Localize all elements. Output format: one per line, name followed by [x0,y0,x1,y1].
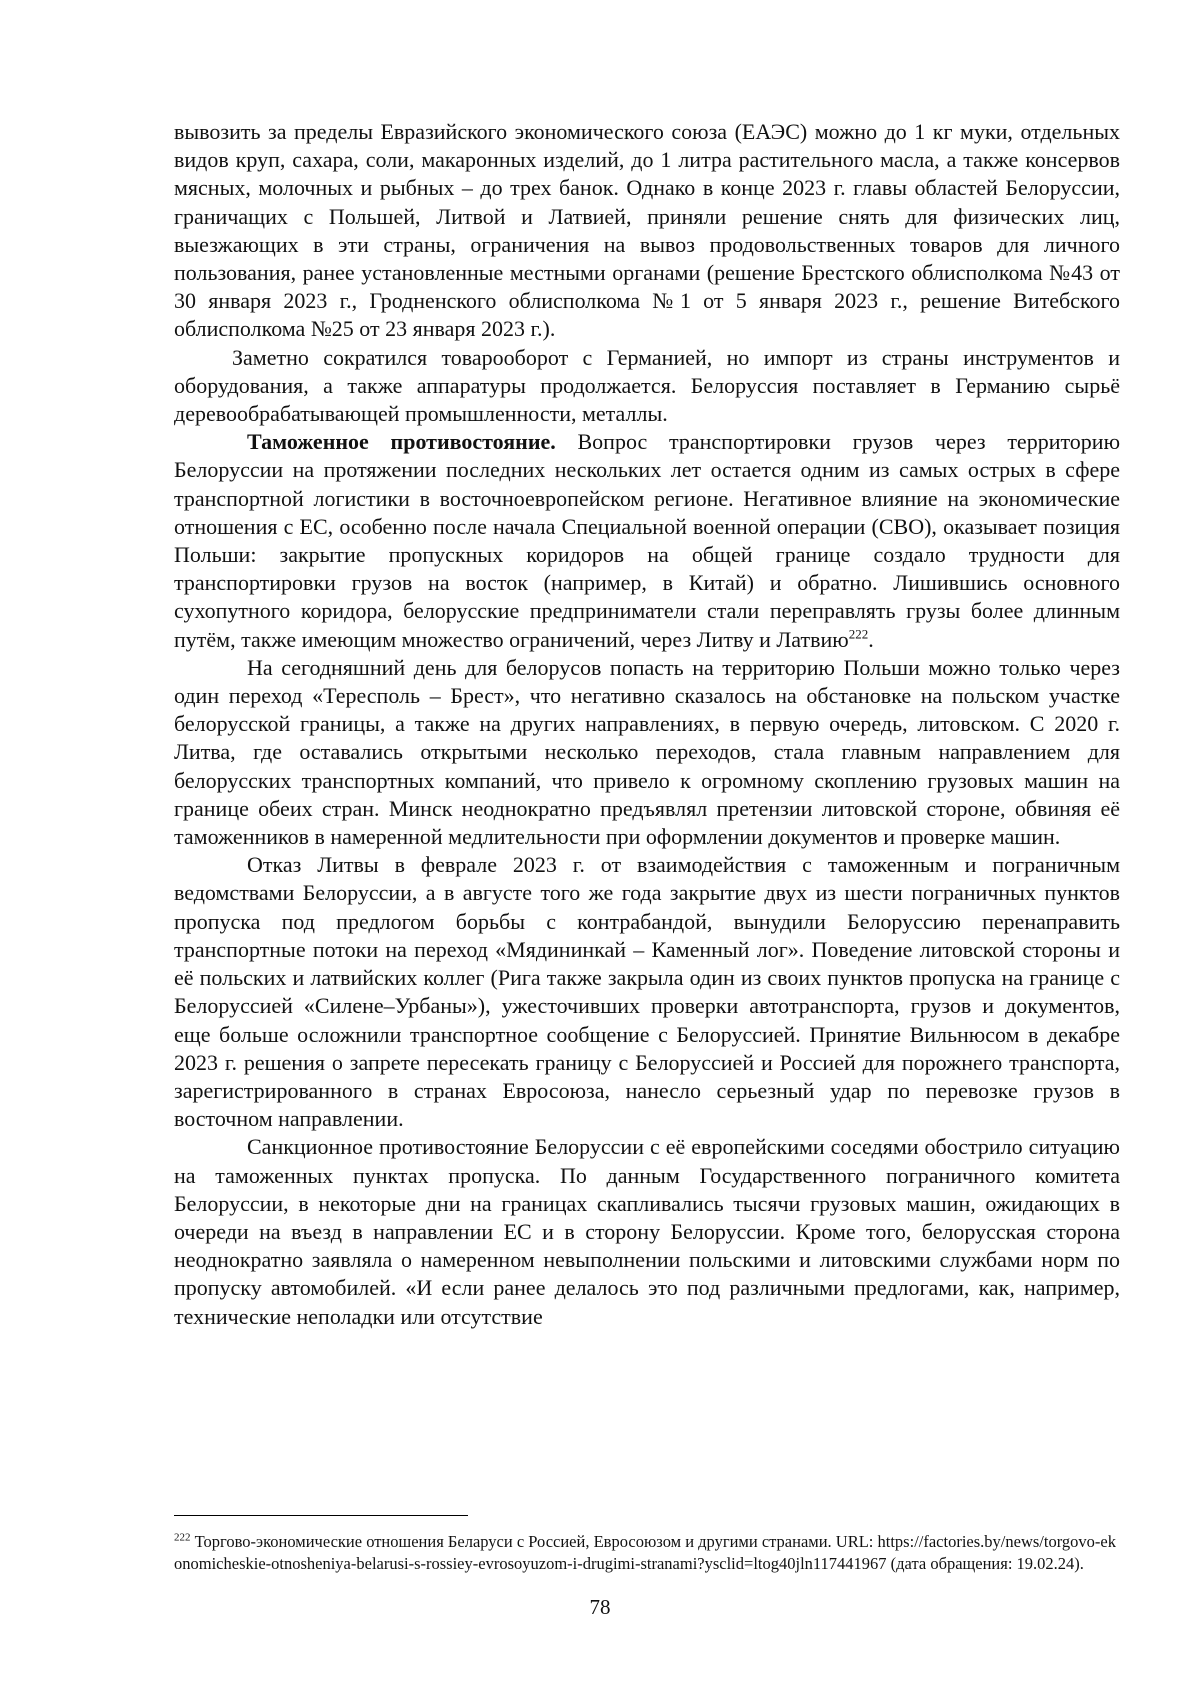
footnote-number: 222 [174,1531,191,1544]
footnote-separator [174,1515,468,1516]
paragraph-continued-export-limits: вывозить за пределы Евразийского экономического союза (ЕАЭС) можно до 1 кг муки, отдельных видов круп, сахара, соли, макаронных изделий, до 1 литра растительного масла, а также консервов мясных, молочных и рыбных – до трех банок. Однако в конце 2023 г. главы областей Белоруссии, граничащих с Польшей, Литвой и Латвией, приняли решение снять для физических лиц, выезжающих в эти страны, ограничения на вывоз продовольственных товаров для личного пользования, ранее установленные местными органами (решение Брестского облисполкома №43 от 30 января 2023 г., Гродненского облисполкома №1 от 5 января 2023 г., решение Витебского облисполкома №25 от 23 января 2023 г.). [174,119,1120,342]
page-body [174,118,1120,1331]
section-heading-customs-confrontation: Таможенное противостояние. [247,429,556,455]
paragraph-customs-text: Вопрос транспортировки грузов через территорию Белоруссии на протяжении последних нескольких лет остается одним из самых острых в сфере транспортной логистики в восточноевропейском регионе. Негативное влияние на экономические отношения с ЕС, особенно после начала Специальной военной операции (СВО), оказывает позиция Польши: закрытие пропускных коридоров на общей границе создало трудности для транспортировки грузов на восток (например, в Китай) и обратно. Лишившись основного сухопутного коридора, белорусские предприниматели стали переправлять грузы более длинным путём, также имеющим множество ограничений, через Литву и Латвию [174,429,1120,652]
paragraph-customs-end: . [868,626,874,652]
paragraph-poland-crossing: На сегодняшний день для белорусов попасть на территорию Польши можно только через один переход «Тересполь – Брест», что негативно сказалось на обстановке на польском участке белорусской границы, а также на других направлениях, в первую очередь, литовском. С 2020 г. Литва, где оставались открытыми несколько переходов, стала главным направлением для белорусских транспортных компаний, что привело к огромному скоплению грузовых машин на границе обеих стран. Минск неоднократно предъявлял претензии литовской стороне, обвиняя её таможенников в намеренной медлительности при оформлении документов и проверке машин. [174,654,1120,850]
footnote-222 [174,1531,1120,1575]
paragraph-lithuania-refusal: Отказ Литвы в феврале 2023 г. от взаимодействия с таможенным и пограничным ведомствами Белоруссии, а в августе того же года закрытие двух из шести пограничных пунктов пропуска под предлогом борьбы с контрабандой, вынудили Белоруссию перенаправить транспортные потоки на переход «Мядининкай – Каменный лог». Поведение литовской стороны и её польских и латвийских коллег (Рига также закрыла один из своих пунктов пропуска на границе с Белоруссией «Силене–Урбаны»), ужесточивших проверки автотранспорта, грузов и документов, еще больше осложнили транспортное сообщение с Белоруссией. Принятие Вильнюсом в декабре 2023 г. решения о запрете пересекать границу с Белоруссией и Россией для порожнего транспорта, зарегистрированного в странах Евросоюза, нанесло серьезный удар по перевозке грузов в восточном направлении. [174,852,1120,1132]
paragraph-germany-trade: Заметно сократился товарооборот с Германией, но импорт из страны инструментов и оборудования, а также аппаратуры продолжается. Белоруссия поставляет в Германию сырьё деревообрабатывающей промышленности, металлы. [174,344,1120,427]
page-number: 78 [589,1595,611,1619]
paragraph-customs-confrontation [174,428,1120,654]
footnote-text: Торгово-экономические отношения Беларуси с Россией, Евросоюзом и другими странами. URL: [190,1532,878,1551]
footnote-url-link[interactable]: https://factories.by/news/torgovo-ekonomicheskie-otnosheniya-belarusi-s-rossiey-evrosoyuzom-i-drugimi-stranami?ysclid=ltog40jln117441967 [174,1532,1116,1573]
footnote-access-date: (дата обращения: 19.02.24). [886,1554,1084,1573]
footnote-reference-222[interactable]: 222 [848,626,869,642]
paragraph-sanctions-confrontation: Санкционное противостояние Белоруссии с её европейскими соседями обострило ситуацию на таможенных пунктах пропуска. По данным Государственного пограничного комитета Белоруссии, в некоторые дни на границах скапливались тысячи грузовых машин, ожидающих в очереди на въезд в направлении ЕС и в сторону Белоруссии. Кроме того, белорусская сторона неоднократно заявляла о намеренном невыполнении польскими и литовскими службами норм по пропуску автомобилей. «И если ранее делалось это под различными предлогами, как, например, технические неполадки или отсутствие [174,1134,1120,1329]
